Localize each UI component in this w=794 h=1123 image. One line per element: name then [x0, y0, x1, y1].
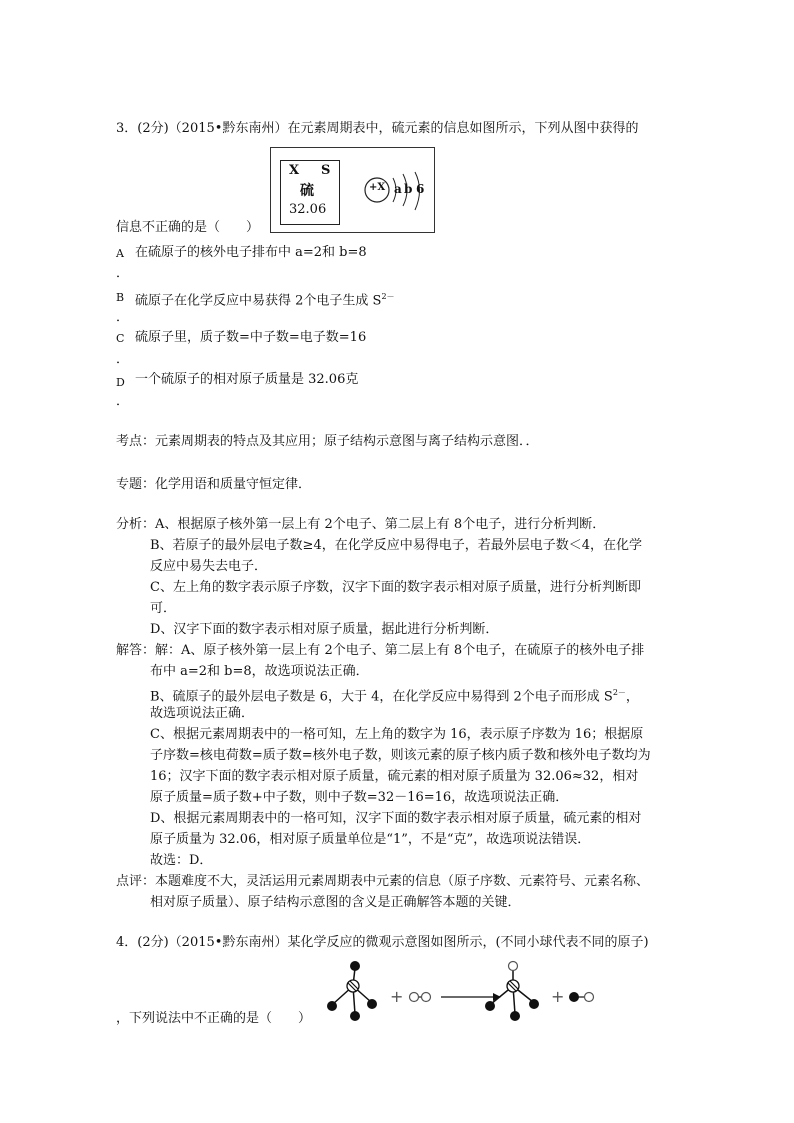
- fenxi-line: C、左上角的数字表示原子序数，汉字下面的数字表示相对原子质量，进行分析判断即: [150, 580, 641, 595]
- sulfur-element-figure: [270, 147, 435, 233]
- black-atom: [350, 961, 360, 971]
- white-atom: [585, 993, 594, 1002]
- product-molecule-2: [569, 992, 594, 1002]
- black-atom: [569, 992, 579, 1002]
- fenxi-line: D、汉字下面的数字表示相对原子质量，据此进行分析判断．: [150, 622, 499, 637]
- dianping-line: 点评：本题难度不大，灵活运用元素周期表中元素的信息（原子序数、元素符号、元素名称、: [116, 874, 650, 889]
- option-c-letter: C: [116, 332, 125, 345]
- black-atom: [350, 1011, 360, 1021]
- option-b-text: 硫原子在化学反应中易获得 2个电子生成 $S^{2-}$: [135, 292, 395, 309]
- plus-sign: +: [551, 987, 565, 1006]
- fenxi-line: 反应中易失去电子．: [150, 559, 268, 574]
- jieda-line: C、根据元素周期表中的一格可知，左上角的数字为 16，表示原子序数为 16；根据原: [150, 727, 644, 742]
- shell-c-label: 6: [416, 182, 425, 196]
- option-c-text: 硫原子里，质子数=中子数=电子数=16: [135, 330, 367, 345]
- black-atom: [327, 1001, 337, 1011]
- option-d-dot: ．: [116, 394, 130, 409]
- atomic-number: X: [289, 163, 300, 178]
- q3-stem-line2: 信息不正确的是（ ）: [116, 220, 260, 235]
- black-atom: [529, 999, 539, 1009]
- option-b-dot: ．: [116, 310, 130, 325]
- hatched-atom: [347, 980, 359, 992]
- option-b-letter: B: [116, 291, 125, 304]
- reactant-molecule-2: [410, 993, 431, 1002]
- q4-stem-line1: 4．(2分)（2015•黔东南州）某化学反应的微观示意图如图所示，(不同小球代表不同的原子): [116, 935, 649, 950]
- jieda-line: 解答：解：A、原子核外第一层上有 2个电子、第二层上有 8个电子，在硫原子的核外电子排: [116, 643, 645, 658]
- black-atom: [367, 999, 377, 1009]
- element-cell: [280, 160, 340, 225]
- jieda-line: D、根据元素周期表中的一格可知，汉字下面的数字表示相对原子质量，硫元素的相对: [150, 811, 642, 826]
- option-d-letter: D: [116, 376, 125, 389]
- hatched-atom: [507, 980, 519, 992]
- jieda-line: 原子质量=质子数+中子数，则中子数=32－16=16，故选项说法正确．: [150, 790, 569, 805]
- jieda-line: B、硫原子的最外层电子数是 6，大于 4，在化学反应中易得到 2个电子而形成 $S^{2-}$，: [150, 688, 639, 705]
- fenxi-line: B、若原子的最外层电子数≥4，在化学反应中易得电子，若最外层电子数＜4，在化学: [150, 538, 642, 553]
- white-atom: [422, 993, 431, 1002]
- option-d-text: 一个硫原子的相对原子质量是 32.06克: [135, 372, 359, 387]
- product-molecule-1: [485, 962, 539, 1022]
- option-a-letter: A: [116, 247, 124, 260]
- q4-stem-line2: ，下列说法中不正确的是（ ）: [116, 1011, 312, 1026]
- shell-a-label: a: [394, 182, 402, 196]
- jieda-line: 布中 a=2和 b=8，故选项说法正确．: [150, 664, 369, 679]
- jieda-line: 16；汉字下面的数字表示相对原子质量，硫元素的相对原子质量为 32.06≈32，相对: [150, 769, 639, 784]
- option-c-dot: ．: [116, 352, 130, 367]
- black-atom: [510, 1011, 520, 1021]
- reactant-molecule-1: [327, 961, 377, 1021]
- fenxi-line: 可．: [150, 601, 177, 616]
- fenxi-line: 分析：A、根据原子核外第一层上有 2个电子、第二层上有 8个电子，进行分析判断．: [116, 517, 606, 532]
- element-name: 硫: [300, 183, 314, 199]
- nucleus-charge: +X: [369, 182, 386, 193]
- atomic-mass: 32.06: [289, 202, 327, 217]
- element-symbol: S: [321, 163, 331, 178]
- dianping-line: 相对原子质量）、原子结构示意图的含义是正确解答本题的关键．: [150, 895, 521, 910]
- q3-stem-line1: 3．(2分)（2015•黔东南州）在元素周期表中，硫元素的信息如图所示，下列从图中获得的: [116, 121, 639, 136]
- jieda-line: 故选项说法正确．: [150, 706, 255, 721]
- jieda-line: 原子质量为 32.06，相对原子质量单位是“1”，不是“克”，故选项说法错误．: [150, 832, 591, 847]
- kaodian: 考点：元素周期表的特点及其应用；原子结构示意图与离子结构示意图．．: [116, 434, 539, 449]
- jieda-line: 子序数=核电荷数=质子数=核外电子数，则该元素的原子核内质子数和核外电子数均为: [150, 748, 651, 763]
- jieda-answer: 故选：D．: [150, 853, 213, 868]
- plus-sign: +: [390, 987, 404, 1006]
- shell-b-label: b: [404, 182, 413, 196]
- reaction-diagram: [315, 958, 605, 1024]
- option-a-dot: ．: [116, 266, 130, 281]
- option-a-text: 在硫原子的核外电子排布中 a=2和 b=8: [135, 245, 367, 260]
- white-atom: [410, 993, 419, 1002]
- white-atom: [509, 962, 518, 971]
- black-atom: [485, 1001, 495, 1011]
- zhuanti: 专题：化学用语和质量守恒定律．: [116, 477, 312, 492]
